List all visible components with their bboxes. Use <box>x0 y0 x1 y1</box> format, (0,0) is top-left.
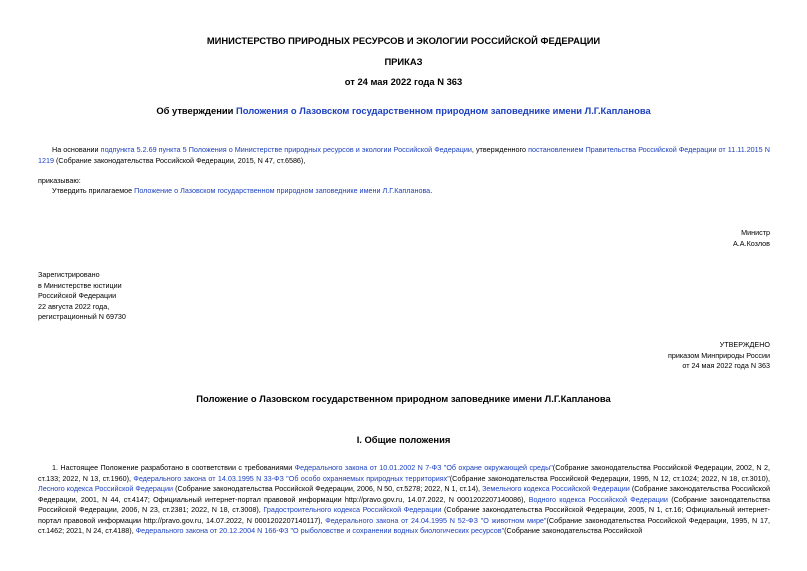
approve-link[interactable]: Положение о Лазовском государственном природном заповеднике имени Л.Г.Капланова <box>134 186 431 195</box>
registration-line-5: регистрационный N 69730 <box>38 312 126 321</box>
reg-text-e: (Собрание законодательства Российской Федерации, 2001, N 44, ст.4147; Официальный интернет-портал правовой информации http://pravo.gov.ru, 14.07.2022, N 0001202207140086), <box>38 484 770 504</box>
reg-link-opt-law[interactable]: Федерального закона от 14.03.1995 N 33-ФЗ "Об особо охраняемых природных территориях" <box>133 473 450 483</box>
basis-paragraph <box>38 145 770 166</box>
signature-name: А.А.Козлов <box>733 238 770 248</box>
reg-link-env-law[interactable]: Федерального закона от 10.01.2002 N 7-ФЗ "Об охране окружающей среды" <box>294 463 553 472</box>
subject-prefix: Об утверждении <box>156 105 236 116</box>
subject-link[interactable]: Положения о Лазовском государственном природном заповеднике имени Л.Г.Капланова <box>235 105 651 116</box>
subject-heading <box>0 105 807 116</box>
approval-line-2: приказом Минприроды России <box>667 350 770 360</box>
reg-link-fishery-law[interactable]: Федерального закона от 20.12.2004 N 166-ФЗ "О рыболовстве и сохранении водных биологических ресурсов" <box>135 526 505 535</box>
reg-text-d: (Собрание законодательства Российской Федерации, 2006, N 50, ст.5278; 2022, N 1, ст.14), <box>173 484 483 493</box>
basis-mid-text: , утвержденного <box>471 145 529 154</box>
signature-position: Министр <box>741 228 770 237</box>
approval-block <box>560 340 770 372</box>
section-1-heading: I. Общие положения <box>356 434 451 445</box>
basis-text: На основании <box>52 145 101 154</box>
reg-text-h: (Собрание законодательства Российской Федерации, 1995, N 17, ст.1462; 2021, N 24, ст.4188), <box>38 515 770 535</box>
reg-text-i: (Собрание законодательства Российской <box>504 526 643 535</box>
order-word: приказываю: <box>38 176 81 185</box>
reg-text-g: (Собрание законодательства Российской Федерации, 2005, N 1, ст.16; Официальный интернет-портал правовой информации http://pravo.gov.ru, 14.07.2022, N 0001202207140117), <box>38 505 770 525</box>
date-number-heading: от 24 мая 2022 года N 363 <box>344 76 463 87</box>
reg-link-forest-code[interactable]: Лесного кодекса Российской Федерации <box>38 484 174 493</box>
reg-text-a: 1. Настоящее Положение разработано в соответствии с требованиями <box>52 463 295 472</box>
reg-link-urban-code[interactable]: Градостроительного кодекса Российской Федерации <box>263 505 442 514</box>
registration-line-2: в Министерстве юстиции <box>38 280 122 290</box>
registration-line-4: 22 августа 2022 года, <box>38 301 110 311</box>
reg-link-water-code[interactable]: Водного кодекса Российской Федерации <box>528 494 668 504</box>
approval-line-1: УТВЕРЖДЕНО <box>719 340 770 349</box>
reg-link-wildlife-law[interactable]: Федерального закона от 24.04.1995 N 52-ФЗ "О животном мире" <box>325 515 547 525</box>
reg-text-c: (Собрание законодательства Российской Федерации, 1995, N 12, ст.1024; 2022, N 18, ст.3010), <box>449 473 770 483</box>
reg-text-b: (Собрание законодательства Российской Федерации, 2002, N 2, ст.133; 2022, N 13, ст.1960), <box>38 463 770 483</box>
registration-line-1: Зарегистрировано <box>38 270 100 279</box>
approve-line <box>52 186 432 197</box>
basis-end-text: (Собрание законодательства Российской Федерации, 2015, N 47, ст.6586), <box>54 155 306 165</box>
ministry-heading: МИНИСТЕРСТВО ПРИРОДНЫХ РЕСУРСОВ И ЭКОЛОГИИ РОССИЙСКОЙ ФЕДЕРАЦИИ <box>206 35 601 46</box>
basis-link-subclause[interactable]: подпункта 5.2.69 пункта 5 Положения о Министерстве природных ресурсов и экологии Российской Федерации <box>100 145 472 154</box>
doc-type-heading: ПРИКАЗ <box>384 56 423 67</box>
approve-end: . <box>430 186 433 195</box>
reg-text-f: (Собрание законодательства Российской Федерации, 2006, N 23, ст.2381; 2022, N 18, ст.3008), <box>38 494 770 514</box>
approval-line-3: от 24 мая 2022 года N 363 <box>682 361 770 370</box>
regulation-paragraph-1 <box>38 463 770 567</box>
registration-block <box>38 270 126 323</box>
basis-link-decree-number[interactable]: 1219 <box>38 155 54 165</box>
basis-link-decree[interactable]: постановлением Правительства Российской Федерации от 11.11.2015 N <box>528 145 770 154</box>
signature-block <box>600 228 770 249</box>
registration-line-3: Российской Федерации <box>38 291 117 300</box>
approve-text: Утвердить прилагаемое <box>52 186 135 195</box>
regulation-title: Положение о Лазовском государственном природном заповеднике имени Л.Г.Капланова <box>196 393 611 404</box>
reg-link-land-code[interactable]: Земельного кодекса Российской Федерации <box>482 484 630 493</box>
